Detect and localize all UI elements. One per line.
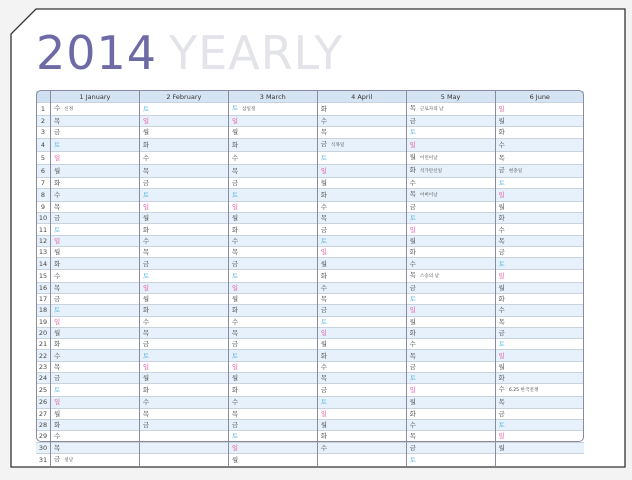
day-cell: 월: [228, 293, 317, 304]
day-cell: 토: [317, 397, 406, 408]
day-cell: 월: [495, 442, 584, 453]
day-cell: 월: [317, 177, 406, 188]
table-row: [36, 151, 584, 164]
calendar-body: [36, 103, 584, 466]
day-number: 2: [36, 116, 51, 127]
table-row: [36, 373, 584, 384]
day-cell: 목: [51, 442, 140, 453]
table-row: [36, 235, 584, 246]
day-cell: 수: [51, 350, 140, 361]
day-number: 25: [36, 384, 51, 397]
day-cell: 일: [317, 408, 406, 419]
day-cell: 목: [317, 293, 406, 304]
table-row: [36, 269, 584, 282]
table-row: [36, 201, 584, 212]
day-cell: 일: [317, 164, 406, 177]
day-cell: 일: [228, 442, 317, 453]
table-row: [36, 293, 584, 304]
table-row: [36, 127, 584, 138]
month-header: 4 April: [317, 91, 406, 103]
day-cell: 일: [406, 305, 495, 316]
day-cell: 목: [139, 327, 228, 338]
table-row: [36, 419, 584, 430]
day-cell: 월: [51, 164, 140, 177]
day-cell: 목: [139, 408, 228, 419]
table-row: [36, 361, 584, 372]
day-cell: 일: [317, 327, 406, 338]
day-cell: 월: [228, 453, 317, 466]
day-cell: 토: [139, 269, 228, 282]
day-cell: 목 스승의 날: [406, 269, 495, 282]
day-cell: 수: [228, 235, 317, 246]
day-cell: 화: [228, 305, 317, 316]
day-number: 23: [36, 361, 51, 372]
day-cell: 토: [317, 316, 406, 327]
day-number: 13: [36, 247, 51, 258]
day-cell: 목: [51, 282, 140, 293]
table-row: [36, 350, 584, 361]
day-cell: 토: [228, 269, 317, 282]
day-cell: 금 식목일: [317, 138, 406, 151]
day-cell: 수: [228, 316, 317, 327]
header-index-cell: [36, 91, 51, 103]
day-cell: 화: [139, 138, 228, 151]
table-row: [36, 138, 584, 151]
day-cell: 월: [495, 361, 584, 372]
day-cell: 화: [406, 327, 495, 338]
day-cell: 월: [317, 339, 406, 350]
table-row: [36, 453, 584, 466]
day-number: 7: [36, 177, 51, 188]
day-cell: 월: [317, 258, 406, 269]
day-cell: 목: [317, 213, 406, 224]
day-cell: 금: [139, 419, 228, 430]
day-cell: 금: [406, 442, 495, 453]
day-cell: 화: [495, 127, 584, 138]
day-number: 27: [36, 408, 51, 419]
day-cell: 토: [51, 138, 140, 151]
table-row: [36, 408, 584, 419]
day-cell: 수: [317, 361, 406, 372]
day-cell: 수: [317, 282, 406, 293]
day-cell: 화: [51, 339, 140, 350]
month-header: 6 June: [495, 91, 584, 103]
day-cell: 목: [228, 164, 317, 177]
day-number: 21: [36, 339, 51, 350]
day-cell: 월: [228, 127, 317, 138]
day-cell: 일: [406, 224, 495, 235]
day-cell: 금: [228, 419, 317, 430]
day-cell: 수: [139, 397, 228, 408]
day-cell: 화: [228, 224, 317, 235]
day-cell: 수: [228, 151, 317, 164]
day-number: 17: [36, 293, 51, 304]
table-row: [36, 327, 584, 338]
day-cell: 일: [139, 361, 228, 372]
day-cell: 토: [406, 373, 495, 384]
day-cell: 화: [139, 224, 228, 235]
day-cell: 토: [228, 188, 317, 201]
day-cell: 금: [317, 305, 406, 316]
day-number: 31: [36, 453, 51, 466]
day-cell: 금: [51, 293, 140, 304]
day-number: 8: [36, 188, 51, 201]
day-cell: 금: [51, 213, 140, 224]
month-header: 5 May: [406, 91, 495, 103]
day-cell: 금: [406, 201, 495, 212]
day-number: 22: [36, 350, 51, 361]
day-number: 9: [36, 201, 51, 212]
day-number: 26: [36, 397, 51, 408]
day-number: 6: [36, 164, 51, 177]
day-cell: 일: [495, 350, 584, 361]
day-cell: 월: [51, 408, 140, 419]
day-cell: 월: [139, 127, 228, 138]
day-cell: 금: [228, 177, 317, 188]
day-cell: 월: [495, 116, 584, 127]
day-number: 10: [36, 213, 51, 224]
day-cell: 토: [51, 305, 140, 316]
day-cell: 토 삼일절: [228, 103, 317, 116]
day-cell: 일: [317, 247, 406, 258]
day-cell: 월: [51, 327, 140, 338]
day-cell: 화: [317, 269, 406, 282]
day-cell: 토: [495, 258, 584, 269]
yearly-calendar-table: [36, 91, 584, 466]
day-number: 20: [36, 327, 51, 338]
day-cell: 화: [139, 305, 228, 316]
day-cell: 금: [51, 373, 140, 384]
day-cell: 월: [495, 282, 584, 293]
table-row: [36, 339, 584, 350]
day-cell: 목: [228, 247, 317, 258]
day-cell: 일: [139, 116, 228, 127]
day-cell: 토: [317, 151, 406, 164]
title-year: 2014: [36, 26, 158, 80]
day-cell: 일: [51, 151, 140, 164]
day-cell: 토: [406, 293, 495, 304]
day-cell: 수: [495, 138, 584, 151]
day-cell: 화: [51, 258, 140, 269]
table-row: [36, 316, 584, 327]
day-cell: 수: [51, 269, 140, 282]
day-cell: 월: [228, 213, 317, 224]
day-cell: 금: [495, 247, 584, 258]
day-cell: 금 설날: [51, 453, 140, 466]
day-number: 24: [36, 373, 51, 384]
day-cell: [139, 431, 228, 442]
day-cell: 일: [51, 397, 140, 408]
day-cell: 금: [139, 258, 228, 269]
day-number: 1: [36, 103, 51, 116]
day-cell: 목: [495, 151, 584, 164]
day-cell: 수: [406, 339, 495, 350]
day-cell: 일: [406, 138, 495, 151]
day-cell: 토: [317, 235, 406, 246]
day-cell: 금: [495, 327, 584, 338]
day-cell: 목: [51, 116, 140, 127]
day-cell: [495, 453, 584, 466]
table-row: [36, 305, 584, 316]
day-cell: 수: [228, 397, 317, 408]
day-cell: 화: [317, 431, 406, 442]
day-cell: 월: [139, 213, 228, 224]
day-cell: 금 현충일: [495, 164, 584, 177]
day-cell: [139, 442, 228, 453]
day-cell: 일: [495, 188, 584, 201]
day-cell: 일: [495, 431, 584, 442]
table-row: [36, 116, 584, 127]
day-cell: 화: [495, 293, 584, 304]
day-cell: 화: [495, 373, 584, 384]
day-cell: 금: [406, 361, 495, 372]
day-number: 12: [36, 235, 51, 246]
day-cell: 일: [228, 116, 317, 127]
day-cell: 수 6.25 한국전쟁: [495, 384, 584, 397]
day-number: 15: [36, 269, 51, 282]
day-cell: 월: [406, 397, 495, 408]
day-cell: 일: [139, 201, 228, 212]
day-cell: 목: [139, 164, 228, 177]
day-cell: [317, 453, 406, 466]
day-cell: 목 어버이날: [406, 188, 495, 201]
day-cell: 금: [317, 224, 406, 235]
day-cell: 토: [495, 177, 584, 188]
day-cell: 수: [139, 151, 228, 164]
day-cell: 금: [228, 339, 317, 350]
day-cell: 수: [495, 305, 584, 316]
day-cell: 월: [406, 235, 495, 246]
day-cell: 화: [317, 103, 406, 116]
day-number: 28: [36, 419, 51, 430]
table-row: [36, 188, 584, 201]
day-cell: 수: [495, 224, 584, 235]
table-row: [36, 224, 584, 235]
day-number: 16: [36, 282, 51, 293]
day-cell: 토: [51, 384, 140, 397]
day-cell: 금: [317, 384, 406, 397]
day-cell: 월: [139, 293, 228, 304]
day-cell: 수: [406, 419, 495, 430]
day-number: 29: [36, 431, 51, 442]
day-cell: 수: [317, 116, 406, 127]
day-cell: 목: [51, 201, 140, 212]
day-cell: 수: [51, 431, 140, 442]
day-number: 19: [36, 316, 51, 327]
day-cell: 목: [228, 408, 317, 419]
day-cell: 수: [317, 442, 406, 453]
day-cell: 일: [51, 235, 140, 246]
day-number: 30: [36, 442, 51, 453]
day-cell: 목: [317, 373, 406, 384]
day-cell: 수 신정: [51, 103, 140, 116]
day-cell: 금: [495, 408, 584, 419]
day-cell: 일: [228, 361, 317, 372]
day-cell: 목: [495, 235, 584, 246]
day-number: 11: [36, 224, 51, 235]
day-cell: 토: [139, 350, 228, 361]
day-cell: 금: [228, 258, 317, 269]
day-cell: 토: [51, 224, 140, 235]
table-row: [36, 384, 584, 397]
day-cell: [139, 453, 228, 466]
day-cell: 월: [51, 247, 140, 258]
day-cell: 월 어린이날: [406, 151, 495, 164]
day-cell: 화: [51, 419, 140, 430]
day-cell: 화: [406, 247, 495, 258]
day-cell: 화 석가탄신일: [406, 164, 495, 177]
day-cell: 화: [317, 188, 406, 201]
day-cell: 목: [139, 247, 228, 258]
day-cell: 수: [406, 258, 495, 269]
day-cell: 수: [139, 316, 228, 327]
day-number: 3: [36, 127, 51, 138]
table-row: [36, 282, 584, 293]
day-cell: 금: [139, 177, 228, 188]
day-cell: 월: [139, 373, 228, 384]
day-cell: 일: [139, 282, 228, 293]
day-number: 5: [36, 151, 51, 164]
day-cell: 토: [406, 453, 495, 466]
day-cell: 화: [139, 384, 228, 397]
day-cell: 일: [51, 316, 140, 327]
day-cell: 수: [139, 235, 228, 246]
day-number: 14: [36, 258, 51, 269]
day-cell: 월: [228, 373, 317, 384]
day-cell: 일: [228, 201, 317, 212]
table-row: [36, 431, 584, 442]
day-cell: 일: [406, 384, 495, 397]
day-cell: 일: [495, 103, 584, 116]
day-cell: 목 근로자의 날: [406, 103, 495, 116]
day-cell: 목: [228, 327, 317, 338]
month-header: 3 March: [228, 91, 317, 103]
day-cell: 월: [495, 201, 584, 212]
day-cell: 수: [406, 177, 495, 188]
day-cell: 목: [406, 350, 495, 361]
day-cell: 토: [139, 188, 228, 201]
day-cell: 토: [406, 213, 495, 224]
day-cell: 금: [406, 282, 495, 293]
day-cell: 금: [51, 127, 140, 138]
day-cell: 목: [406, 431, 495, 442]
day-cell: 수: [51, 188, 140, 201]
day-cell: 화: [495, 213, 584, 224]
day-cell: 토: [406, 127, 495, 138]
table-row: [36, 397, 584, 408]
day-cell: 목: [495, 316, 584, 327]
day-cell: 화: [228, 384, 317, 397]
page-title: [36, 26, 344, 80]
day-cell: 토: [228, 350, 317, 361]
table-row: [36, 177, 584, 188]
day-cell: 수: [317, 201, 406, 212]
day-cell: 토: [495, 339, 584, 350]
day-number: 4: [36, 138, 51, 151]
day-cell: 화: [228, 138, 317, 151]
day-cell: 목: [51, 361, 140, 372]
table-row: [36, 164, 584, 177]
day-cell: 금: [406, 116, 495, 127]
day-cell: 금: [139, 339, 228, 350]
day-cell: 월: [317, 419, 406, 430]
day-cell: 목: [317, 127, 406, 138]
day-cell: 일: [495, 269, 584, 282]
table-row: [36, 247, 584, 258]
day-cell: 화: [51, 177, 140, 188]
month-header-row: [36, 91, 584, 103]
table-row: [36, 442, 584, 453]
day-cell: 화: [406, 408, 495, 419]
day-cell: 목: [495, 397, 584, 408]
month-header: 2 February: [139, 91, 228, 103]
day-cell: 월: [406, 316, 495, 327]
table-row: [36, 103, 584, 116]
day-cell: 토: [139, 103, 228, 116]
day-number: 18: [36, 305, 51, 316]
day-cell: 토: [228, 431, 317, 442]
day-cell: 일: [228, 282, 317, 293]
table-row: [36, 258, 584, 269]
title-word: YEARLY: [169, 26, 344, 80]
day-cell: 화: [317, 350, 406, 361]
month-header: 1 January: [51, 91, 140, 103]
day-cell: 토: [495, 419, 584, 430]
table-row: [36, 213, 584, 224]
